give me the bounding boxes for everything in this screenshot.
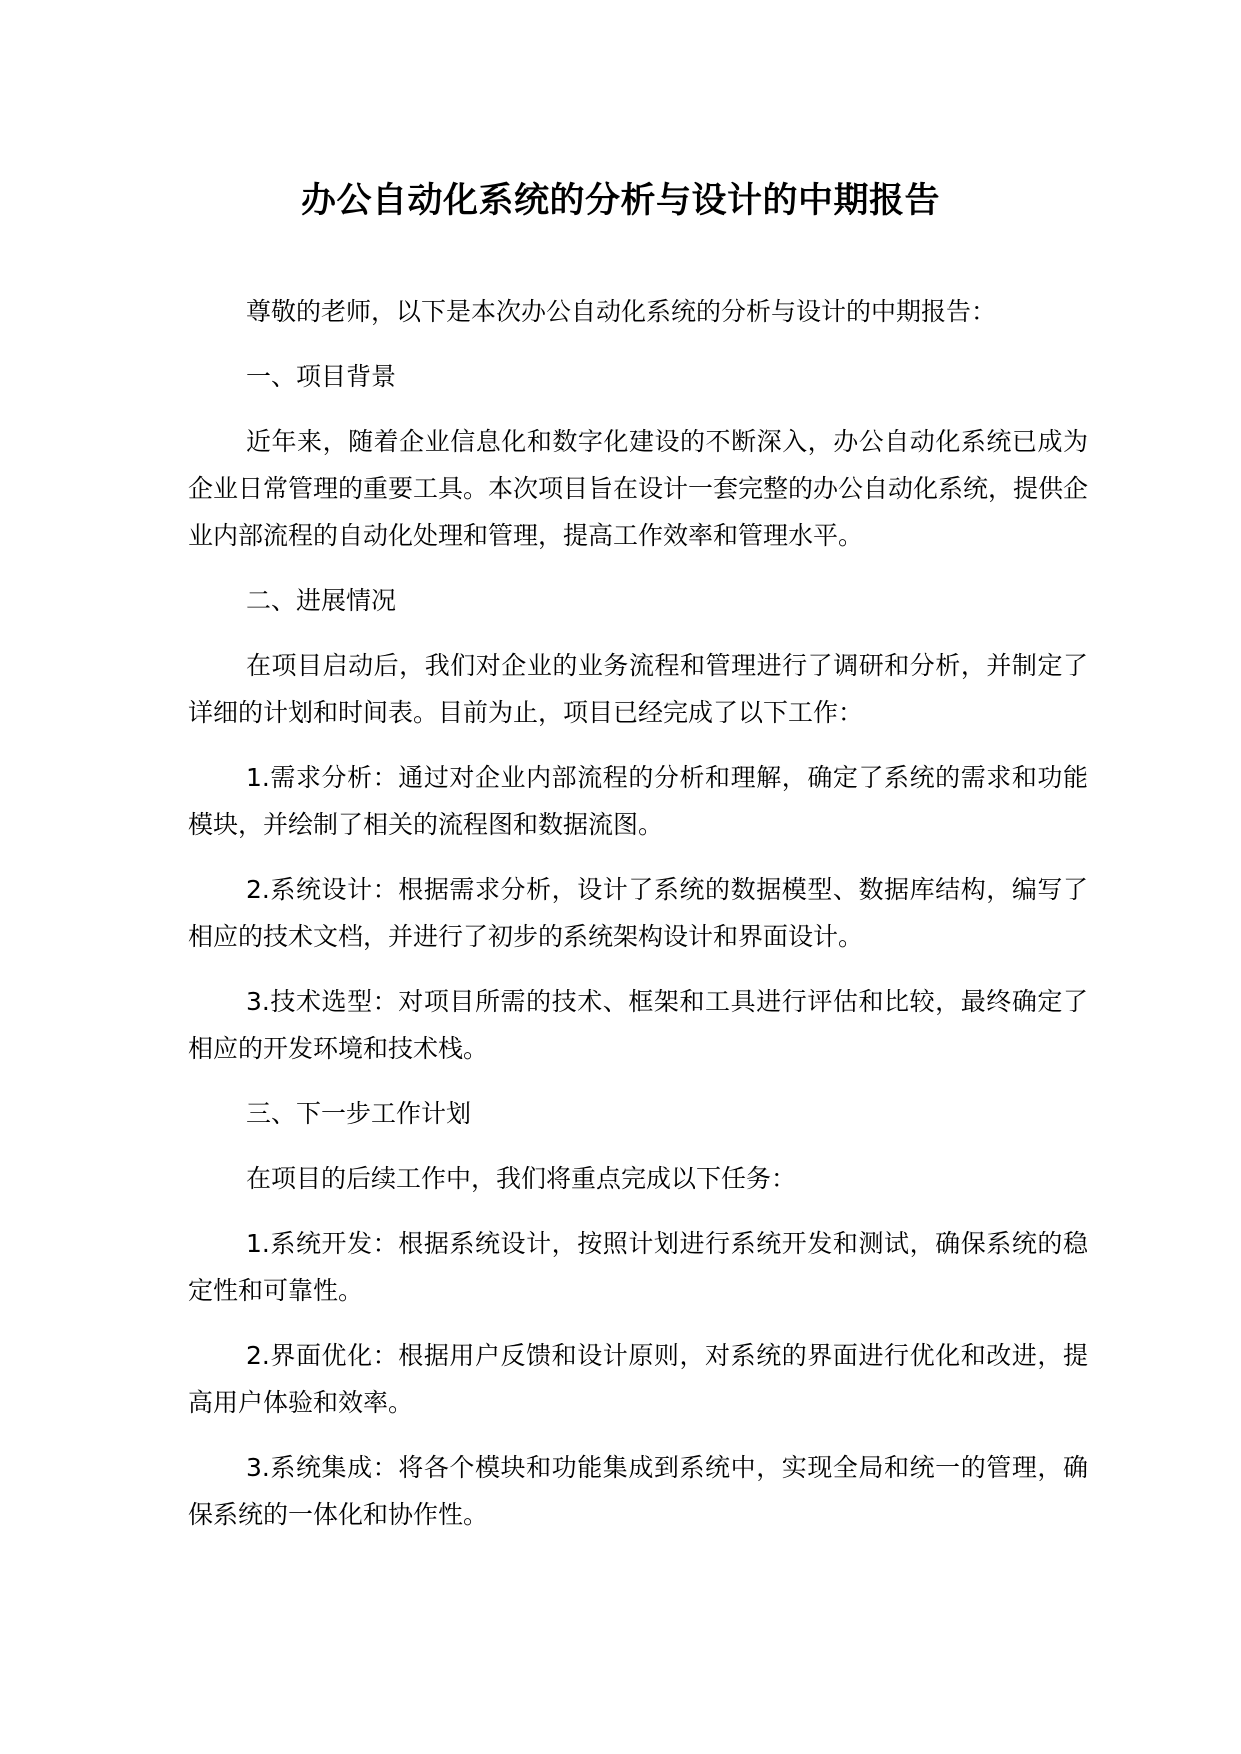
intro-paragraph: 尊敬的老师，以下是本次办公自动化系统的分析与设计的中期报告： — [246, 297, 997, 326]
document-body — [188, 288, 1088, 1556]
section-heading-next-steps: 三、下一步工作计划 — [246, 1099, 472, 1128]
next-item-ui-optimization: 2.界面优化：根据用户反馈和设计原则，对系统的界面进行优化和改进，提高用户体验和效率。 — [188, 1341, 1088, 1417]
section-heading-background: 一、项目背景 — [246, 362, 397, 391]
progress-item-tech-selection: 3.技术选型：对项目所需的技术、框架和工具进行评估和比较，最终确定了相应的开发环境和技术栈。 — [188, 987, 1088, 1063]
progress-item-design: 2.系统设计：根据需求分析，设计了系统的数据模型、数据库结构，编写了相应的技术文档，并进行了初步的系统架构设计和界面设计。 — [188, 875, 1088, 951]
next-steps-paragraph: 在项目的后续工作中，我们将重点完成以下任务： — [246, 1164, 797, 1193]
background-paragraph: 近年来，随着企业信息化和数字化建设的不断深入，办公自动化系统已成为企业日常管理的重要工具。本次项目旨在设计一套完整的办公自动化系统，提供企业内部流程的自动化处理和管理，提高工作效率和管理水平。 — [188, 427, 1089, 550]
progress-paragraph: 在项目启动后，我们对企业的业务流程和管理进行了调研和分析，并制定了详细的计划和时间表。目前为止，项目已经完成了以下工作： — [188, 651, 1088, 727]
next-item-development: 1.系统开发：根据系统设计，按照计划进行系统开发和测试，确保系统的稳定性和可靠性。 — [188, 1229, 1088, 1305]
section-heading-progress: 二、进展情况 — [246, 586, 397, 615]
document-title: 办公自动化系统的分析与设计的中期报告 — [300, 181, 940, 221]
progress-item-requirements: 1.需求分析：通过对企业内部流程的分析和理解，确定了系统的需求和功能模块，并绘制了相关的流程图和数据流图。 — [188, 763, 1088, 839]
next-item-integration: 3.系统集成：将各个模块和功能集成到系统中，实现全局和统一的管理，确保系统的一体化和协作性。 — [188, 1453, 1088, 1529]
